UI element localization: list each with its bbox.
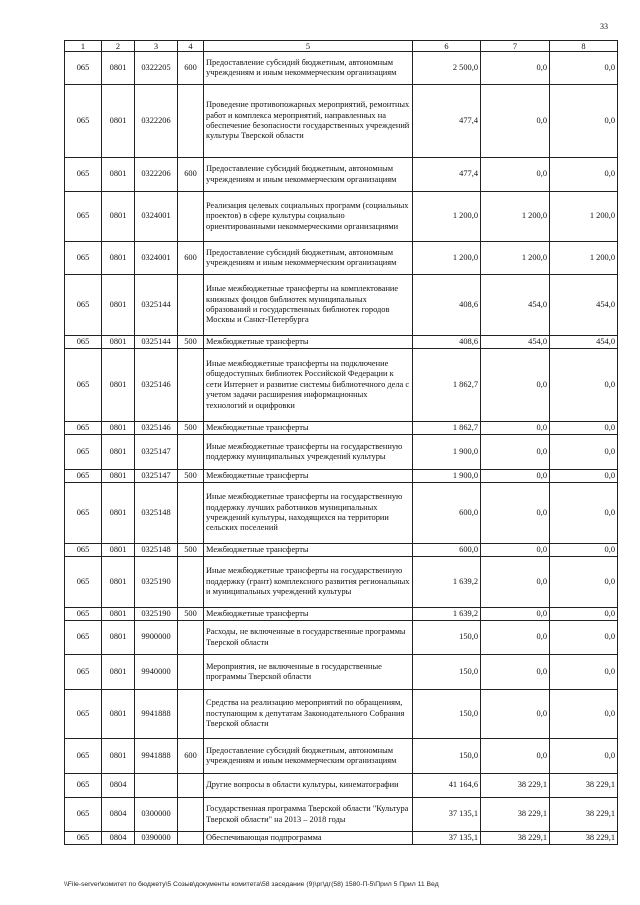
- table-row: [65, 470, 618, 483]
- cell-c7: 0,0: [481, 621, 550, 655]
- cell-c2: 0801: [102, 85, 135, 158]
- cell-c6: 408,6: [413, 336, 481, 349]
- cell-c2: 0801: [102, 655, 135, 690]
- cell-c3: 0325144: [135, 336, 178, 349]
- cell-c2: 0801: [102, 158, 135, 192]
- cell-c5: Межбюджетные трансферты: [204, 422, 413, 435]
- cell-c7: 0,0: [481, 158, 550, 192]
- cell-c3: 9941888: [135, 690, 178, 739]
- cell-c5: Межбюджетные трансферты: [204, 608, 413, 621]
- cell-c5: Обеспечивающая подпрограмма: [204, 832, 413, 845]
- cell-c6: 1 200,0: [413, 192, 481, 242]
- cell-c1: 065: [65, 557, 102, 608]
- cell-c2: 0801: [102, 435, 135, 470]
- cell-c5: Предоставление субсидий бюджетным, автономным учреждениям и иным некоммерческим организациям: [204, 52, 413, 85]
- cell-c5: Межбюджетные трансферты: [204, 336, 413, 349]
- cell-c5: Иные межбюджетные трансферты на государственную поддержку муниципальных учреждений культуры: [204, 435, 413, 470]
- cell-c1: 065: [65, 85, 102, 158]
- cell-c2: 0804: [102, 798, 135, 832]
- cell-c1: 065: [65, 483, 102, 544]
- cell-c4: 500: [178, 422, 204, 435]
- cell-c1: 065: [65, 655, 102, 690]
- cell-c3: 0325190: [135, 608, 178, 621]
- cell-c1: 065: [65, 621, 102, 655]
- cell-c5: Межбюджетные трансферты: [204, 470, 413, 483]
- cell-c8: 0,0: [550, 85, 618, 158]
- header-col-3: 3: [135, 41, 178, 52]
- cell-c4: 500: [178, 470, 204, 483]
- table-row: [65, 739, 618, 774]
- cell-c8: 0,0: [550, 655, 618, 690]
- table-row: [65, 483, 618, 544]
- table-row: [65, 422, 618, 435]
- cell-c7: 0,0: [481, 422, 550, 435]
- cell-c2: 0801: [102, 544, 135, 557]
- header-col-1: 1: [65, 41, 102, 52]
- table-row: [65, 85, 618, 158]
- cell-c8: 0,0: [550, 483, 618, 544]
- cell-c8: 0,0: [550, 422, 618, 435]
- cell-c5: Иные межбюджетные трансферты на подключение общедоступных библиотек Российской Федерации к сети Интернет и развитие системы библиотечного дела с учетом задачи расширения информационных технологий и оцифровки: [204, 349, 413, 422]
- cell-c6: 150,0: [413, 690, 481, 739]
- cell-c4: [178, 832, 204, 845]
- header-col-7: 7: [481, 41, 550, 52]
- cell-c6: 477,4: [413, 85, 481, 158]
- cell-c8: 0,0: [550, 349, 618, 422]
- cell-c2: 0801: [102, 557, 135, 608]
- cell-c1: 065: [65, 275, 102, 336]
- cell-c4: [178, 621, 204, 655]
- cell-c7: 0,0: [481, 435, 550, 470]
- cell-c2: 0801: [102, 422, 135, 435]
- cell-c7: 38 229,1: [481, 774, 550, 798]
- cell-c3: 0325148: [135, 483, 178, 544]
- cell-c1: 065: [65, 774, 102, 798]
- cell-c8: 0,0: [550, 52, 618, 85]
- cell-c3: 0325147: [135, 470, 178, 483]
- cell-c8: 454,0: [550, 275, 618, 336]
- cell-c4: [178, 275, 204, 336]
- cell-c8: 38 229,1: [550, 774, 618, 798]
- cell-c5: Государственная программа Тверской области "Культура Тверской области" на 2013 – 2018 годы: [204, 798, 413, 832]
- cell-c3: 0390000: [135, 832, 178, 845]
- cell-c1: 065: [65, 798, 102, 832]
- cell-c8: 0,0: [550, 435, 618, 470]
- cell-c5: Мероприятия, не включенные в государственные программы Тверской области: [204, 655, 413, 690]
- table-row: [65, 242, 618, 275]
- cell-c7: 454,0: [481, 275, 550, 336]
- header-col-8: 8: [550, 41, 618, 52]
- table-row: [65, 275, 618, 336]
- table-row: [65, 158, 618, 192]
- cell-c7: 0,0: [481, 52, 550, 85]
- cell-c4: 500: [178, 608, 204, 621]
- cell-c1: 065: [65, 52, 102, 85]
- cell-c5: Иные межбюджетные трансферты на комплектование книжных фондов библиотек муниципальных образований и государственных библиотек городов Москвы и Санкт-Петербурга: [204, 275, 413, 336]
- file-path-footer: \\File-server\комитет по бюджету\5 Созыв\документы комитета\58 заседание (9)\рг\дг(58) 1580-П-5\Прил 5 Прил 11 Вед: [64, 881, 439, 888]
- table-row: [65, 52, 618, 85]
- cell-c4: [178, 798, 204, 832]
- cell-c7: 1 200,0: [481, 192, 550, 242]
- cell-c4: [178, 435, 204, 470]
- cell-c6: 37 135,1: [413, 832, 481, 845]
- cell-c2: 0801: [102, 336, 135, 349]
- table-row: [65, 798, 618, 832]
- cell-c6: 2 500,0: [413, 52, 481, 85]
- cell-c2: 0801: [102, 608, 135, 621]
- cell-c7: 0,0: [481, 544, 550, 557]
- table-row: [65, 832, 618, 845]
- cell-c7: 0,0: [481, 349, 550, 422]
- cell-c2: 0801: [102, 242, 135, 275]
- table-row: [65, 774, 618, 798]
- cell-c3: 0325147: [135, 435, 178, 470]
- budget-table: [64, 40, 618, 845]
- cell-c3: 0322205: [135, 52, 178, 85]
- cell-c7: 0,0: [481, 483, 550, 544]
- cell-c1: 065: [65, 544, 102, 557]
- cell-c8: 0,0: [550, 544, 618, 557]
- cell-c6: 150,0: [413, 655, 481, 690]
- cell-c1: 065: [65, 336, 102, 349]
- cell-c3: 0322206: [135, 158, 178, 192]
- cell-c2: 0801: [102, 483, 135, 544]
- cell-c8: 0,0: [550, 621, 618, 655]
- cell-c3: 9941888: [135, 739, 178, 774]
- table-row: [65, 435, 618, 470]
- cell-c7: 0,0: [481, 655, 550, 690]
- cell-c3: 0325144: [135, 275, 178, 336]
- cell-c4: [178, 557, 204, 608]
- cell-c3: [135, 774, 178, 798]
- cell-c7: 0,0: [481, 608, 550, 621]
- cell-c3: 9940000: [135, 655, 178, 690]
- cell-c7: 38 229,1: [481, 832, 550, 845]
- table-body: [65, 52, 618, 845]
- cell-c3: 0324001: [135, 192, 178, 242]
- cell-c1: 065: [65, 158, 102, 192]
- header-col-4: 4: [178, 41, 204, 52]
- cell-c4: 500: [178, 544, 204, 557]
- cell-c2: 0801: [102, 192, 135, 242]
- cell-c5: Предоставление субсидий бюджетным, автономным учреждениям и иным некоммерческим организациям: [204, 158, 413, 192]
- table-row: [65, 336, 618, 349]
- cell-c7: 0,0: [481, 739, 550, 774]
- cell-c6: 408,6: [413, 275, 481, 336]
- cell-c5: Предоставление субсидий бюджетным, автономным учреждениям и иным некоммерческим организациям: [204, 739, 413, 774]
- cell-c6: 1 900,0: [413, 435, 481, 470]
- table-row: [65, 349, 618, 422]
- cell-c5: Предоставление субсидий бюджетным, автономным учреждениям и иным некоммерческим организациям: [204, 242, 413, 275]
- cell-c8: 454,0: [550, 336, 618, 349]
- cell-c1: 065: [65, 832, 102, 845]
- cell-c6: 1 862,7: [413, 349, 481, 422]
- cell-c5: Иные межбюджетные трансферты на государственную поддержку лучших работников муниципальных учреждений культуры, находящихся на территории сельских поселений: [204, 483, 413, 544]
- cell-c7: 1 200,0: [481, 242, 550, 275]
- cell-c1: 065: [65, 470, 102, 483]
- cell-c2: 0801: [102, 470, 135, 483]
- cell-c5: Расходы, не включенные в государственные программы Тверской области: [204, 621, 413, 655]
- cell-c1: 065: [65, 690, 102, 739]
- cell-c7: 38 229,1: [481, 798, 550, 832]
- cell-c1: 065: [65, 739, 102, 774]
- cell-c3: 0322206: [135, 85, 178, 158]
- cell-c6: 1 900,0: [413, 470, 481, 483]
- table-row: [65, 621, 618, 655]
- cell-c6: 1 200,0: [413, 242, 481, 275]
- cell-c6: 1 639,2: [413, 557, 481, 608]
- cell-c5: Проведение противопожарных мероприятий, ремонтных работ и комплекса мероприятий, направленных на обеспечение безопасности государственных учреждений культуры Тверской области: [204, 85, 413, 158]
- cell-c4: 600: [178, 242, 204, 275]
- cell-c4: 600: [178, 739, 204, 774]
- cell-c8: 1 200,0: [550, 242, 618, 275]
- cell-c4: [178, 85, 204, 158]
- table-row: [65, 655, 618, 690]
- cell-c2: 0801: [102, 621, 135, 655]
- cell-c7: 0,0: [481, 690, 550, 739]
- cell-c1: 065: [65, 192, 102, 242]
- cell-c5: Другие вопросы в области культуры, кинематографии: [204, 774, 413, 798]
- cell-c8: 1 200,0: [550, 192, 618, 242]
- cell-c8: 0,0: [550, 739, 618, 774]
- cell-c3: 0325146: [135, 349, 178, 422]
- cell-c2: 0801: [102, 52, 135, 85]
- cell-c4: [178, 774, 204, 798]
- cell-c4: 600: [178, 52, 204, 85]
- cell-c6: 150,0: [413, 621, 481, 655]
- cell-c4: 600: [178, 158, 204, 192]
- cell-c3: 0300000: [135, 798, 178, 832]
- cell-c3: 9900000: [135, 621, 178, 655]
- cell-c4: [178, 655, 204, 690]
- cell-c8: 38 229,1: [550, 798, 618, 832]
- cell-c4: 500: [178, 336, 204, 349]
- page-number: 33: [600, 22, 608, 31]
- header-col-6: 6: [413, 41, 481, 52]
- cell-c8: 0,0: [550, 690, 618, 739]
- cell-c8: 0,0: [550, 557, 618, 608]
- cell-c5: Средства на реализацию мероприятий по обращениям, поступающим к депутатам Законодательного Собрания Тверской области: [204, 690, 413, 739]
- cell-c2: 0801: [102, 275, 135, 336]
- table-row: [65, 544, 618, 557]
- table-row: [65, 192, 618, 242]
- cell-c7: 454,0: [481, 336, 550, 349]
- cell-c3: 0325190: [135, 557, 178, 608]
- cell-c6: 150,0: [413, 739, 481, 774]
- cell-c6: 600,0: [413, 483, 481, 544]
- cell-c3: 0325146: [135, 422, 178, 435]
- cell-c5: Межбюджетные трансферты: [204, 544, 413, 557]
- cell-c1: 065: [65, 349, 102, 422]
- cell-c1: 065: [65, 422, 102, 435]
- header-col-5: 5: [204, 41, 413, 52]
- cell-c1: 065: [65, 435, 102, 470]
- cell-c2: 0804: [102, 774, 135, 798]
- cell-c6: 1 639,2: [413, 608, 481, 621]
- cell-c6: 37 135,1: [413, 798, 481, 832]
- cell-c3: 0325148: [135, 544, 178, 557]
- cell-c1: 065: [65, 242, 102, 275]
- cell-c7: 0,0: [481, 85, 550, 158]
- table-row: [65, 557, 618, 608]
- cell-c6: 600,0: [413, 544, 481, 557]
- cell-c4: [178, 483, 204, 544]
- cell-c8: 0,0: [550, 470, 618, 483]
- cell-c6: 41 164,6: [413, 774, 481, 798]
- cell-c6: 1 862,7: [413, 422, 481, 435]
- cell-c6: 477,4: [413, 158, 481, 192]
- header-col-2: 2: [102, 41, 135, 52]
- cell-c1: 065: [65, 608, 102, 621]
- cell-c3: 0324001: [135, 242, 178, 275]
- cell-c2: 0801: [102, 349, 135, 422]
- cell-c5: Реализация целевых социальных программ (социальных проектов) в сфере культуры социально ориентированными некоммерческими организациями: [204, 192, 413, 242]
- cell-c8: 38 229,1: [550, 832, 618, 845]
- cell-c7: 0,0: [481, 557, 550, 608]
- cell-c8: 0,0: [550, 608, 618, 621]
- cell-c2: 0801: [102, 739, 135, 774]
- cell-c4: [178, 192, 204, 242]
- table-row: [65, 608, 618, 621]
- cell-c2: 0804: [102, 832, 135, 845]
- cell-c2: 0801: [102, 690, 135, 739]
- cell-c8: 0,0: [550, 158, 618, 192]
- cell-c5: Иные межбюджетные трансферты на государственную поддержку (грант) комплексного развития региональных и муниципальных учреждений культуры: [204, 557, 413, 608]
- cell-c4: [178, 690, 204, 739]
- header-row: [65, 41, 618, 52]
- cell-c4: [178, 349, 204, 422]
- cell-c7: 0,0: [481, 470, 550, 483]
- table-row: [65, 690, 618, 739]
